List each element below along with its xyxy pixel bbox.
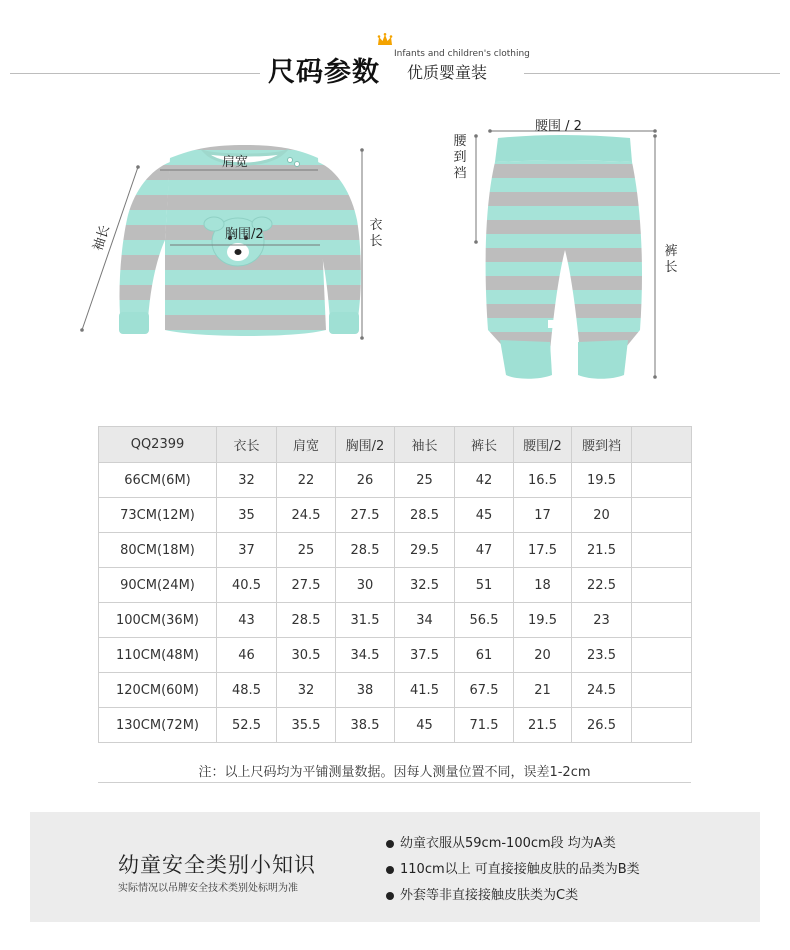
note-rule: [98, 782, 691, 783]
value-cell: 26: [336, 463, 395, 498]
value-cell: [632, 708, 692, 743]
table-header-cell: 裤长: [455, 427, 514, 463]
value-cell: 34.5: [336, 638, 395, 673]
value-cell: 24.5: [572, 673, 632, 708]
value-cell: 23.5: [572, 638, 632, 673]
measurement-note: 注：以上尺码均为平铺测量数据。因每人测量位置不同，误差1-2cm: [198, 765, 591, 780]
value-cell: 47: [455, 533, 514, 568]
value-cell: 24.5: [277, 498, 336, 533]
table-row: [99, 463, 692, 498]
table-row: [99, 568, 692, 603]
value-cell: [632, 568, 692, 603]
value-cell: 71.5: [455, 708, 514, 743]
size-cell: 80CM(18M): [99, 533, 217, 568]
table-header-cell: [632, 427, 692, 463]
table-header-cell: 衣长: [217, 427, 277, 463]
value-cell: 35.5: [277, 708, 336, 743]
label-shoulder: 肩宽: [222, 155, 249, 170]
value-cell: 28.5: [336, 533, 395, 568]
safety-title: 幼童安全类别小知识: [118, 853, 316, 877]
value-cell: 26.5: [572, 708, 632, 743]
size-table: [98, 426, 692, 743]
value-cell: 32: [277, 673, 336, 708]
value-cell: 20: [514, 638, 572, 673]
value-cell: 56.5: [455, 603, 514, 638]
label-sleeve: 袖长: [90, 223, 114, 253]
label-length: 衣长: [369, 218, 383, 249]
value-cell: 17.5: [514, 533, 572, 568]
value-cell: 40.5: [217, 568, 277, 603]
table-header-cell: 袖长: [395, 427, 455, 463]
header-subtitle-cn: 优质婴童装: [407, 63, 488, 82]
header-rule-right: [524, 73, 780, 74]
value-cell: 37.5: [395, 638, 455, 673]
value-cell: 61: [455, 638, 514, 673]
label-rise: 腰到裆: [453, 134, 467, 181]
value-cell: 21.5: [514, 708, 572, 743]
table-header-row: [99, 427, 692, 463]
value-cell: 32.5: [395, 568, 455, 603]
value-cell: 28.5: [395, 498, 455, 533]
table-row: [99, 708, 692, 743]
value-cell: [632, 673, 692, 708]
value-cell: 18: [514, 568, 572, 603]
value-cell: 27.5: [336, 498, 395, 533]
safety-subtitle: 实际情况以吊牌安全技术类别处标明为准: [118, 883, 298, 894]
value-cell: 34: [395, 603, 455, 638]
label-waist: 腰围 / 2: [535, 119, 582, 134]
size-cell: 120CM(60M): [99, 673, 217, 708]
value-cell: 25: [277, 533, 336, 568]
value-cell: 23: [572, 603, 632, 638]
value-cell: 22.5: [572, 568, 632, 603]
measurement-diagram: [0, 90, 790, 400]
crown-icon: [377, 33, 393, 47]
size-cell: 100CM(36M): [99, 603, 217, 638]
list-item: 110cm以上 可直接接触皮肤的品类为B类: [384, 862, 640, 888]
value-cell: 67.5: [455, 673, 514, 708]
value-cell: 38.5: [336, 708, 395, 743]
table-header-cell: 腰围/2: [514, 427, 572, 463]
header-subtitle-en: Infants and children's clothing: [394, 49, 530, 59]
value-cell: 35: [217, 498, 277, 533]
page-title: 尺码参数: [268, 57, 380, 88]
value-cell: [632, 603, 692, 638]
pants-shape: [486, 135, 642, 379]
value-cell: 37: [217, 533, 277, 568]
value-cell: 21.5: [572, 533, 632, 568]
value-cell: 29.5: [395, 533, 455, 568]
value-cell: 38: [336, 673, 395, 708]
size-cell: 73CM(12M): [99, 498, 217, 533]
value-cell: 45: [455, 498, 514, 533]
value-cell: 48.5: [217, 673, 277, 708]
list-item: 外套等非直接接触皮肤类为C类: [384, 888, 640, 914]
value-cell: 46: [217, 638, 277, 673]
value-cell: 25: [395, 463, 455, 498]
value-cell: 22: [277, 463, 336, 498]
value-cell: 27.5: [277, 568, 336, 603]
size-cell: 66CM(6M): [99, 463, 217, 498]
value-cell: 19.5: [572, 463, 632, 498]
value-cell: 20: [572, 498, 632, 533]
size-cell: 90CM(24M): [99, 568, 217, 603]
value-cell: 31.5: [336, 603, 395, 638]
value-cell: 43: [217, 603, 277, 638]
table-header-cell: QQ2399: [99, 427, 217, 463]
header-rule-left: [10, 73, 260, 74]
table-row: [99, 498, 692, 533]
table-row: [99, 533, 692, 568]
value-cell: 45: [395, 708, 455, 743]
value-cell: 30: [336, 568, 395, 603]
value-cell: [632, 533, 692, 568]
value-cell: [632, 638, 692, 673]
table-row: [99, 673, 692, 708]
value-cell: [632, 498, 692, 533]
value-cell: 16.5: [514, 463, 572, 498]
value-cell: 21: [514, 673, 572, 708]
value-cell: 19.5: [514, 603, 572, 638]
value-cell: 41.5: [395, 673, 455, 708]
value-cell: 17: [514, 498, 572, 533]
value-cell: 51: [455, 568, 514, 603]
label-chest: 胸围/2: [225, 227, 264, 242]
size-cell: 130CM(72M): [99, 708, 217, 743]
list-item: 幼童衣服从59cm-100cm段 均为A类: [384, 836, 640, 862]
table-row: [99, 638, 692, 673]
safety-list: [384, 836, 640, 914]
value-cell: 32: [217, 463, 277, 498]
size-cell: 110CM(48M): [99, 638, 217, 673]
value-cell: 52.5: [217, 708, 277, 743]
table-header-cell: 腰到裆: [572, 427, 632, 463]
value-cell: 30.5: [277, 638, 336, 673]
value-cell: 28.5: [277, 603, 336, 638]
table-header-cell: 肩宽: [277, 427, 336, 463]
table-header-cell: 胸围/2: [336, 427, 395, 463]
table-row: [99, 603, 692, 638]
label-pants-length: 裤长: [664, 244, 678, 275]
value-cell: [632, 463, 692, 498]
value-cell: 42: [455, 463, 514, 498]
